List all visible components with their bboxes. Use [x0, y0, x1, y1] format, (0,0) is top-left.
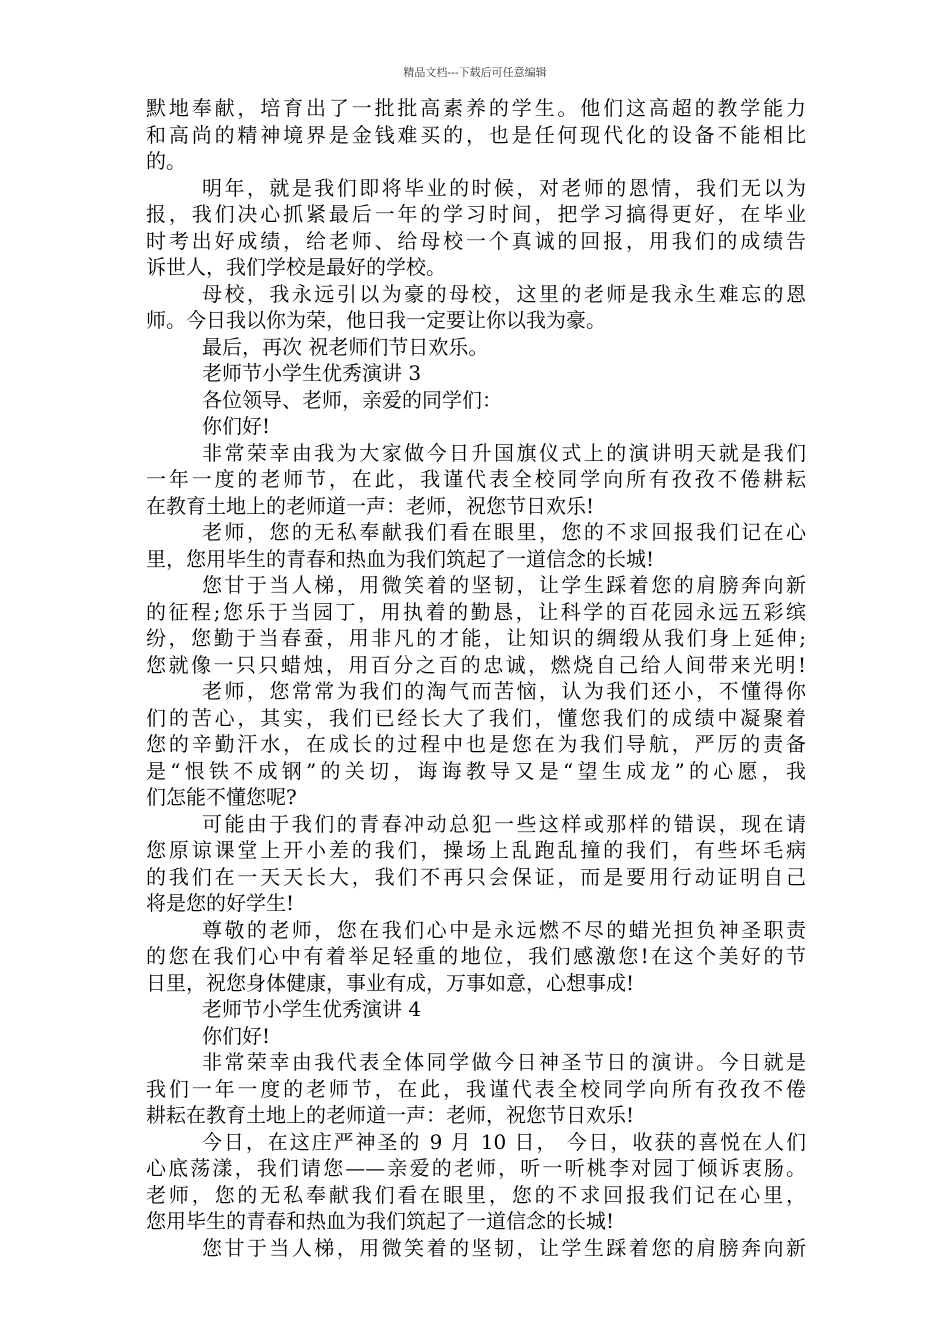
text-line: 非常荣幸由我为大家做今日升国旗仪式上的演讲明天就是我们 — [202, 440, 806, 465]
text-line: 我们一年一度的老师节，在此，我谨代表全校同学向所有孜孜不倦 — [146, 1076, 806, 1101]
text-line: 的。 — [146, 149, 186, 173]
page-header: 精品文档---下载后可任意编辑 — [403, 66, 547, 79]
text-line: 老师，您常常为我们的淘气而苦恼，认为我们还小，不懂得你 — [202, 679, 806, 703]
text-line: 的您在我们心中有着举足轻重的地位，我们感激您!在这个美好的节 — [146, 944, 806, 968]
text-line: 心底荡漾，我们请您——亲爱的老师，听一听桃李对园丁倾诉衷肠。 — [146, 1156, 806, 1180]
text-line: 老师节小学生优秀演讲 3 — [202, 361, 422, 385]
text-line: 母校，我永远引以为豪的母校，这里的老师是我永生难忘的恩 — [202, 281, 806, 306]
text-line: 您甘于当人梯，用微笑着的坚韧，让学生踩着您的肩膀奔向新 — [202, 1235, 806, 1260]
text-line: 们怎能不懂您呢? — [146, 785, 297, 809]
text-line: 在教育土地上的老师道一声：老师，祝您节日欢乐! — [146, 493, 595, 518]
text-line: 尊敬的老师，您在我们心中是永远燃不尽的蜡光担负神圣职责 — [202, 917, 806, 942]
text-line: 日里，祝您身体健康，事业有成，万事如意，心想事成! — [146, 970, 635, 995]
text-line: 们的苦心，其实，我们已经长大了我们，懂您我们的成绩中凝聚着 — [146, 705, 806, 730]
text-line: 您原谅课堂上开小差的我们，操场上乱跑乱撞的我们，有些坏毛病 — [146, 838, 806, 862]
text-line: 老师节小学生优秀演讲 4 — [202, 997, 422, 1021]
text-line: 的我们在一天天长大，我们不再只会保证，而是要用行动证明自己 — [146, 864, 806, 889]
text-line: 各位领导、老师，亲爱的同学们： — [202, 387, 502, 412]
text-line: 您就像一只只蜡烛，用百分之百的忠诚，燃烧自己给人间带来光明! — [146, 652, 806, 677]
text-line: 今日，在这庄严神圣的 9 月 10 日， 今日，收获的喜悦在人们 — [202, 1129, 806, 1154]
text-line: 一年一度的老师节，在此，我谨代表全校同学向所有孜孜不倦耕耘 — [146, 467, 806, 491]
text-line: 老师，您的无私奉献我们看在眼里，您的不求回报我们记在心 — [202, 520, 806, 544]
text-line: 报，我们决心抓紧最后一年的学习时间，把学习搞得更好，在毕业 — [146, 202, 806, 226]
text-line: 可能由于我们的青春冲动总犯一些这样或那样的错误，现在请 — [202, 811, 806, 836]
text-line: 明年，就是我们即将毕业的时候，对老师的恩情，我们无以为 — [202, 175, 806, 200]
text-line: 将是您的好学生! — [146, 891, 295, 915]
text-line: 师。今日我以你为荣，他日我一定要让你以我为豪。 — [146, 308, 606, 332]
text-line: 的征程;您乐于当园丁，用执着的勤恳，让科学的百花园永远五彩缤 — [146, 599, 806, 624]
text-line: 里，您用毕生的青春和热血为我们筑起了一道信念的长城! — [146, 546, 655, 571]
text-line: 时考出好成绩，给老师、给母校一个真诚的回报，用我们的成绩告 — [146, 228, 806, 253]
text-line: 纷，您勤于当春蚕，用非凡的才能，让知识的绸缎从我们身上延伸; — [146, 626, 806, 650]
text-line: 耕耘在教育土地上的老师道一声：老师，祝您节日欢乐! — [146, 1103, 635, 1127]
text-line: 您的辛勤汗水，在成长的过程中也是您在为我们导航，严厉的责备 — [146, 732, 806, 756]
text-line: 最后，再次 祝老师们节日欢乐。 — [202, 334, 489, 359]
text-line: 老师，您的无私奉献我们看在眼里，您的不求回报我们记在心里， — [146, 1182, 806, 1207]
text-line: 诉世人，我们学校是最好的学校。 — [146, 255, 446, 279]
text-line: 您用毕生的青春和热血为我们筑起了一道信念的长城! — [146, 1209, 615, 1233]
text-line: 默地奉献，培育出了一批批高素养的学生。他们这高超的教学能力 — [146, 96, 806, 120]
text-line: 您甘于当人梯，用微笑着的坚韧，让学生踩着您的肩膀奔向新 — [202, 573, 806, 597]
text-line: 和高尚的精神境界是金钱难买的，也是任何现代化的设备不能相比 — [146, 122, 806, 147]
document-body — [146, 95, 806, 1261]
text-line: 你们好! — [202, 1023, 271, 1048]
text-line: 是“恨铁不成钢”的关切，诲诲教导又是“望生成龙”的心愿，我 — [146, 758, 806, 783]
text-line: 你们好! — [202, 414, 271, 438]
text-line: 非常荣幸由我代表全体同学做今日神圣节日的演讲。今日就是 — [202, 1050, 806, 1074]
